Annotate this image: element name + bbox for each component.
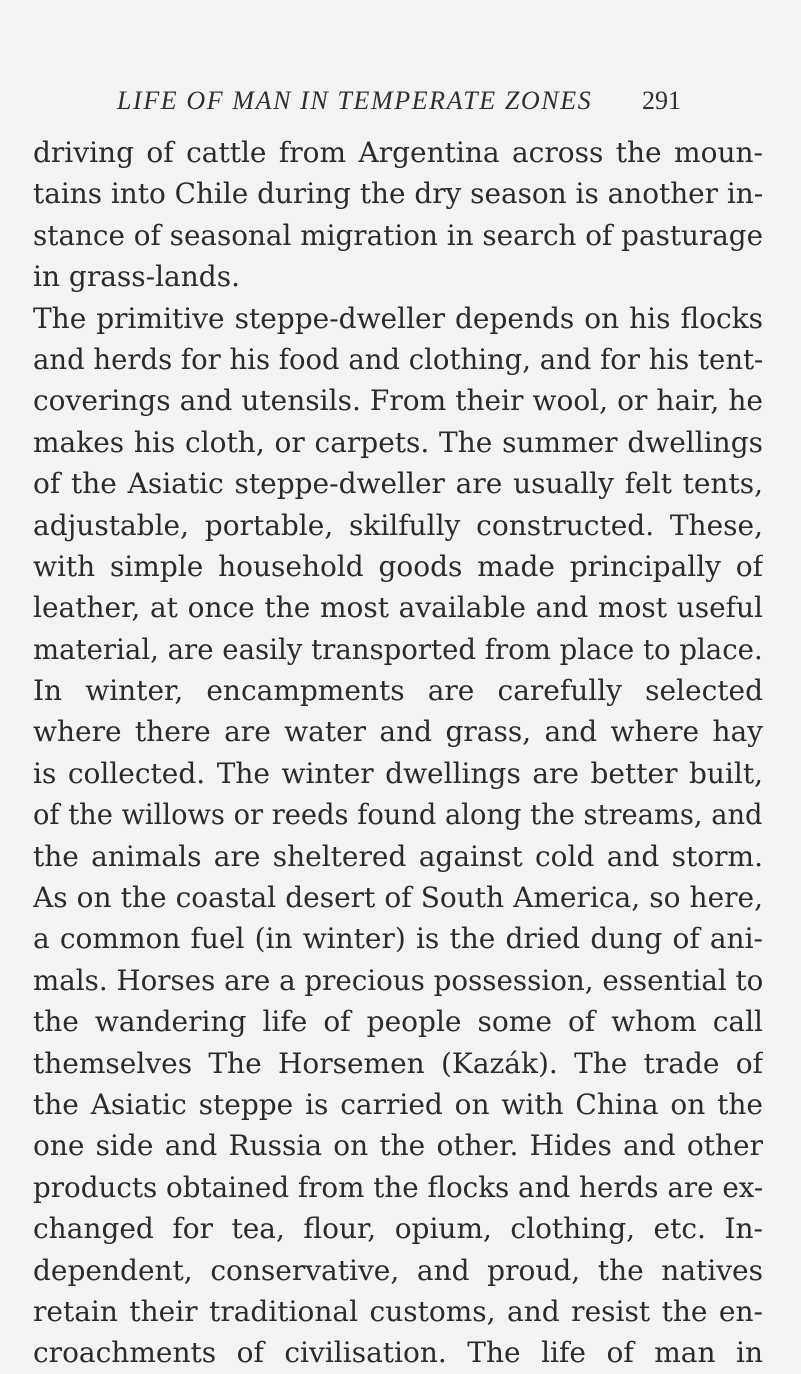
text-line: stance of seasonal migration in search of pasturage <box>33 218 763 252</box>
text-line: croachments of civilisation. The life of man in <box>33 1336 763 1370</box>
running-title: LIFE OF MAN IN TEMPERATE ZONES <box>117 86 593 115</box>
page-number: 291 <box>642 86 681 115</box>
text-line: As on the coastal desert of South America, so here, <box>33 881 763 915</box>
text-line: changed for tea, flour, opium, clothing, etc. In- <box>33 1212 763 1246</box>
text-line: with simple household goods made principally of <box>33 549 763 583</box>
text-line: The primitive steppe-dweller depends on his flocks <box>33 301 763 335</box>
text-line: In winter, encampments are carefully selected <box>33 674 763 708</box>
text-line: one side and Russia on the other. Hides and other <box>33 1129 763 1163</box>
text-line: adjustable, portable, skilfully constructed. These, <box>33 508 763 542</box>
text-line: makes his cloth, or carpets. The summer dwellings <box>33 425 763 459</box>
text-line: driving of cattle from Argentina across the moun- <box>33 136 763 169</box>
text-line: retain their traditional customs, and resist the en- <box>33 1294 763 1328</box>
text-line: of the willows or reeds found along the streams, and <box>33 798 763 832</box>
text-line: where there are water and grass, and where hay <box>33 715 763 749</box>
body-text <box>33 132 763 1374</box>
text-line: leather, at once the most available and most useful <box>33 591 763 625</box>
text-line: the wandering life of people some of whom call <box>33 1005 763 1039</box>
text-line: a common fuel (in winter) is the dried dung of ani- <box>33 922 763 956</box>
text-line: and herds for his food and clothing, and for his tent- <box>33 342 763 376</box>
text-line: the Asiatic steppe is carried on with China on the <box>33 1087 763 1121</box>
text-line: of the Asiatic steppe-dweller are usually felt tents, <box>33 467 763 501</box>
text-line: coverings and utensils. From their wool, or hair, he <box>33 384 763 418</box>
text-line: is collected. The winter dwellings are better built, <box>33 756 763 790</box>
text-line: the animals are sheltered against cold and storm. <box>33 839 763 873</box>
running-head <box>117 86 681 120</box>
text-line: in grass-lands. <box>33 260 240 294</box>
text-line: tains into Chile during the dry season is another in- <box>33 177 763 211</box>
text-line: themselves The Horsemen (Kazák). The trade of <box>33 1046 763 1080</box>
text-line: dependent, conservative, and proud, the natives <box>33 1253 763 1287</box>
text-line: mals. Horses are a precious possession, essential to <box>33 963 763 997</box>
text-line: material, are easily transported from place to place. <box>33 632 763 666</box>
text-line: products obtained from the flocks and herds are ex- <box>33 1170 763 1204</box>
